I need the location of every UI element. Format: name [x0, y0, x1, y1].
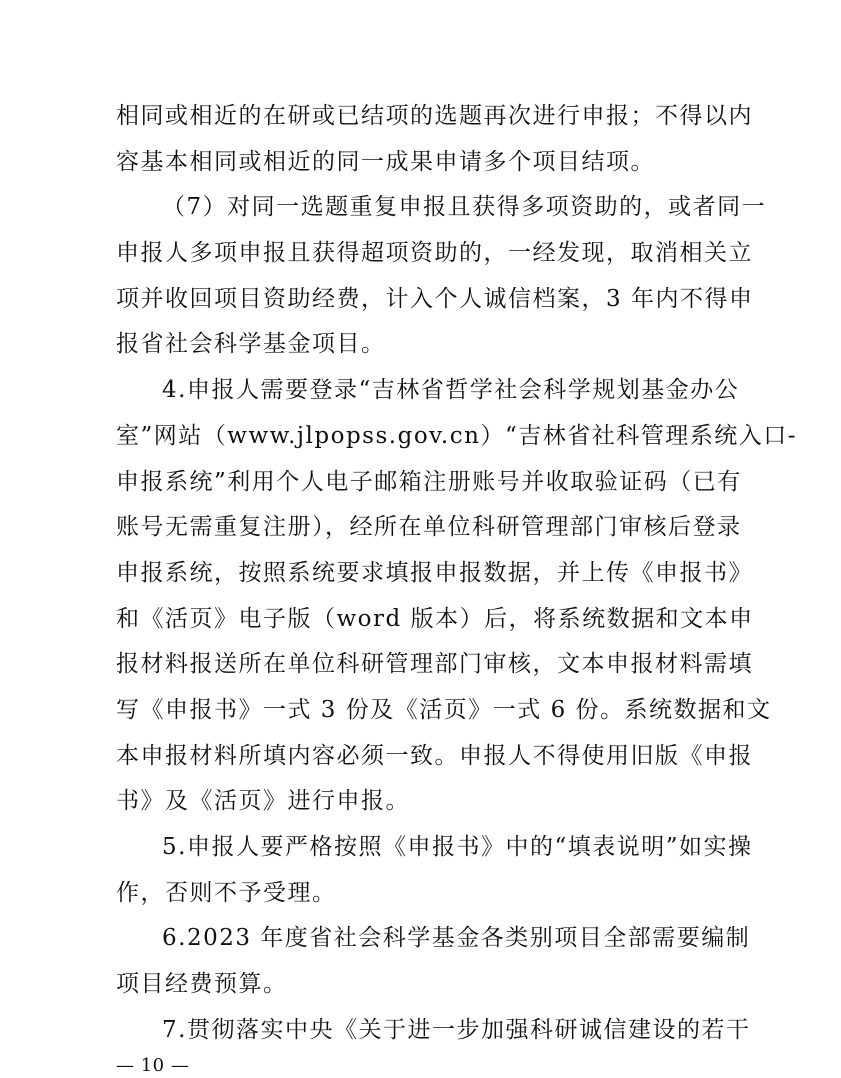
text-line: 申报系统，按照系统要求填报申报数据，并上传《申报书》	[116, 559, 753, 586]
text-line: 5.申报人要严格按照《申报书》中的“填表说明”如实操	[162, 834, 753, 860]
text-line: 书》及《活页》进行申报。	[116, 788, 410, 815]
page-number: — 10 —	[116, 1055, 190, 1076]
text-line: 账号无需重复注册），经所在单位科研管理部门审核后登录	[116, 514, 742, 541]
text-line: 项目经费预算。	[116, 971, 288, 998]
paragraph-continuation	[116, 94, 753, 185]
text-line: 项并收回项目资助经费，计入个人诚信档案，3 年内不得申	[116, 285, 754, 312]
text-line: 申报人多项申报且获得超项资助的，一经发现，取消相关立	[116, 240, 753, 267]
paragraph-item-6	[116, 916, 751, 1007]
paragraph-item-5	[116, 825, 753, 916]
text-line: 相同或相近的在研或已结项的选题再次进行申报；不得以内	[116, 103, 753, 129]
text-line: 6.2023 年度省社会科学基金各类别项目全部需要编制	[162, 925, 751, 952]
text-line: 容基本相同或相近的同一成果申请多个项目结项。	[116, 148, 655, 175]
text-line: 报材料报送所在单位科研管理部门审核，文本申报材料需填	[116, 651, 753, 678]
text-line: 本申报材料所填内容必须一致。申报人不得使用旧版《申报	[116, 742, 753, 769]
text-line: 和《活页》电子版（word 版本）后，将系统数据和文本申	[116, 605, 754, 632]
text-line: 7.贯彻落实中央《关于进一步加强科研诚信建设的若干	[162, 1016, 751, 1043]
text-line: 申报系统”利用个人电子邮箱注册账号并收取验证码（已有	[116, 468, 742, 495]
text-line: 4.申报人需要登录“吉林省哲学社会科学规划基金办公	[162, 377, 740, 404]
paragraph-item-4	[116, 368, 797, 825]
text-line: 作，否则不予受理。	[116, 879, 337, 906]
paragraph-item-7-partial	[116, 1008, 751, 1054]
document-body	[116, 94, 797, 1053]
text-line: 报省社会科学基金项目。	[116, 331, 386, 358]
text-line: 写《申报书》一式 3 份及《活页》一式 6 份。系统数据和文	[116, 696, 772, 723]
text-line: （7）对同一选题重复申报且获得多项资助的，或者同一	[162, 194, 767, 221]
paragraph-item-7	[116, 185, 767, 368]
text-line: 室”网站（www.jlpopss.gov.cn）“吉林省社科管理系统入口-	[116, 422, 797, 449]
